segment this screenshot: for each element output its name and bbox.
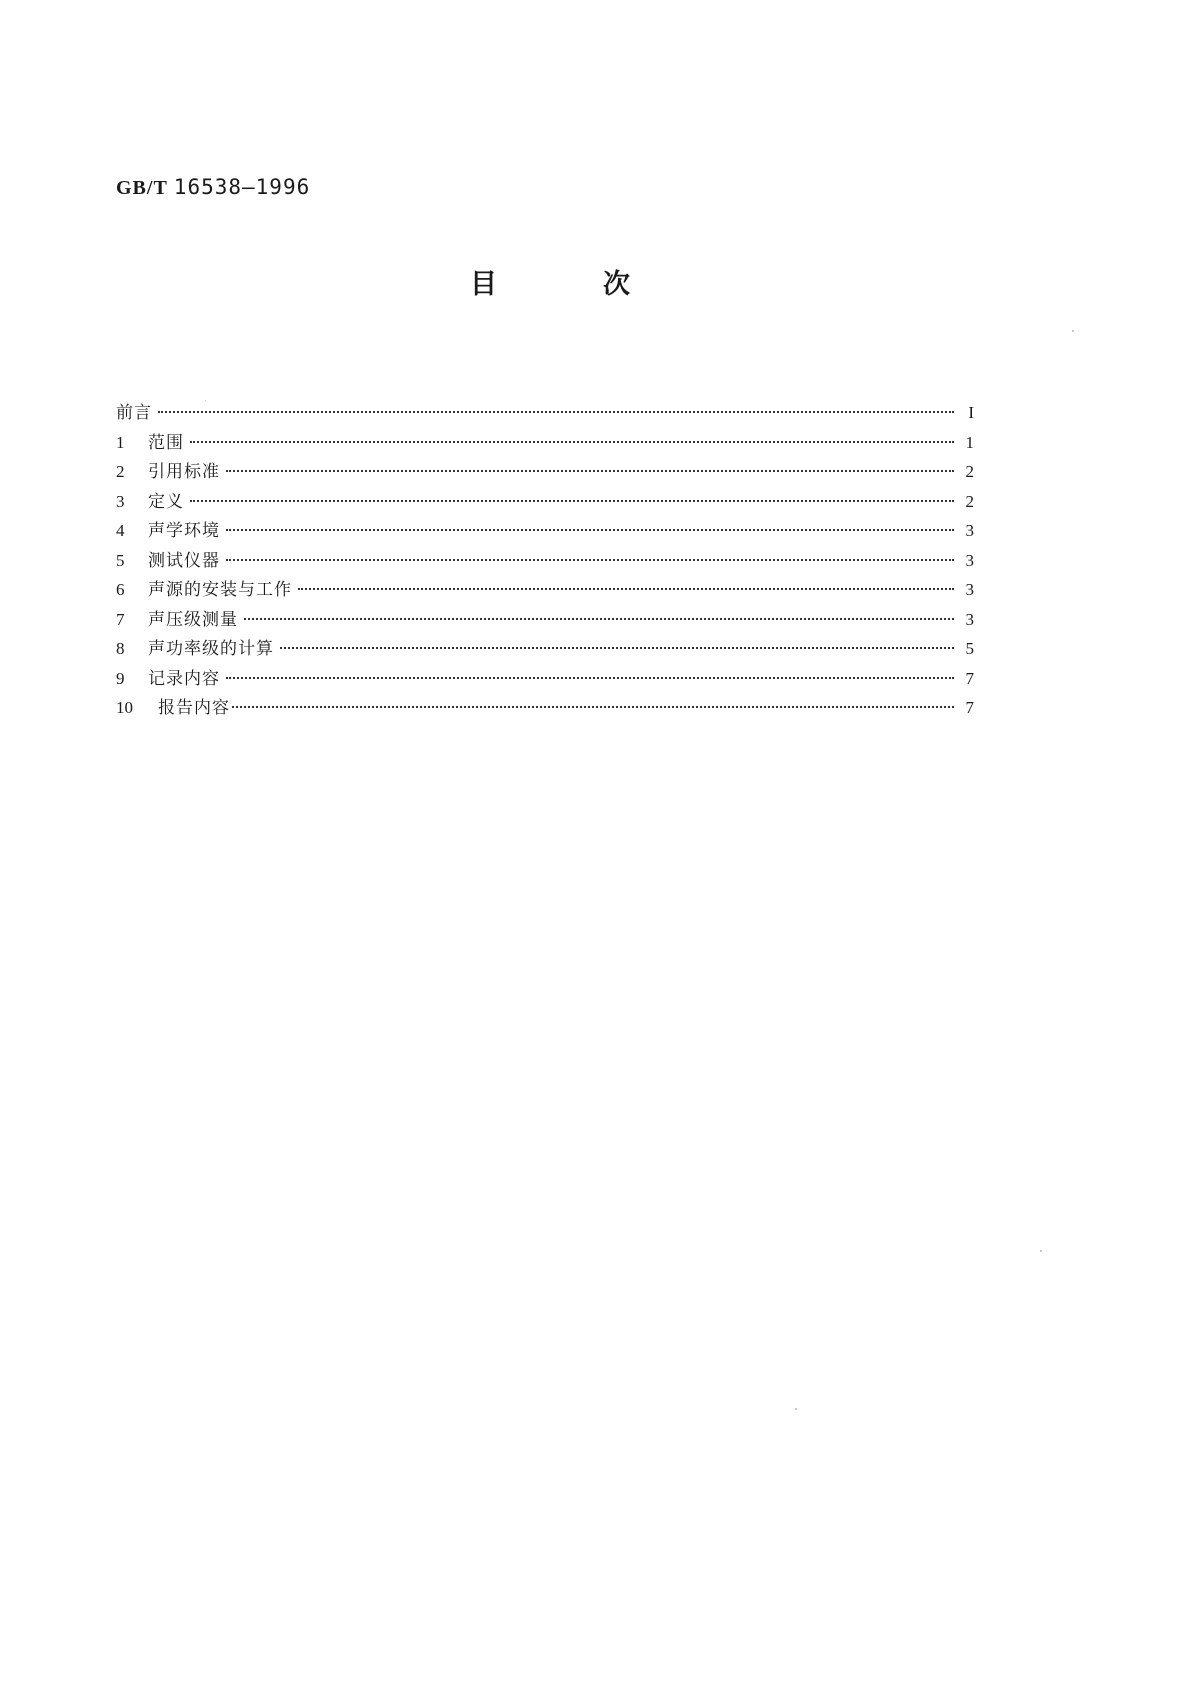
toc-entry-number: 2 (116, 462, 125, 481)
page-title (470, 262, 630, 301)
toc-entry-number: 5 (116, 550, 125, 570)
dot-leader (226, 559, 954, 561)
standard-number: 16538—1996 (173, 175, 311, 199)
toc-entry-number: 1 (116, 432, 125, 452)
toc-entry-label: 声压级测量 (148, 609, 238, 630)
toc-entry-label: 测试仪器 (148, 550, 220, 571)
toc-entry-page: 7 (965, 668, 974, 688)
toc-entry-page: 2 (965, 462, 974, 481)
toc-entry-number: 3 (116, 491, 125, 511)
toc-entry-foreword[interactable] (116, 398, 974, 428)
toc-entry-number: 9 (116, 668, 125, 688)
toc-entry-page: 5 (965, 639, 974, 658)
dot-leader (226, 529, 954, 531)
toc-entry-number: 8 (116, 639, 125, 658)
toc-entry-7[interactable] (116, 605, 974, 635)
toc-entry-10[interactable] (116, 693, 974, 723)
dot-leader (190, 500, 954, 502)
toc-entry-3[interactable] (116, 487, 974, 517)
dot-leader (232, 706, 954, 708)
toc-entry-page: 3 (965, 609, 974, 629)
toc-entry-6[interactable] (116, 575, 974, 605)
standard-code (116, 175, 310, 200)
dot-leader (298, 588, 954, 590)
toc-entry-page: 3 (965, 521, 974, 540)
toc-entry-number: 7 (116, 609, 125, 629)
toc-entry-page: 3 (965, 580, 974, 599)
toc-entry-label: 引用标准 (148, 462, 220, 482)
toc-entry-label: 报告内容 (158, 698, 230, 718)
toc-entry-4[interactable] (116, 516, 974, 546)
toc-entry-9[interactable] (116, 664, 974, 694)
toc-entry-number: 6 (116, 580, 125, 599)
dot-leader (158, 411, 954, 413)
toc-entry-number: 10 (116, 698, 133, 717)
toc-entry-label: 声功率级的计算 (148, 639, 274, 659)
toc-entry-5[interactable] (116, 546, 974, 576)
toc-entry-label: 记录内容 (148, 668, 220, 689)
scan-speck (1040, 1250, 1042, 1252)
standard-prefix: GB/T (116, 177, 168, 199)
toc-entry-page: 2 (965, 491, 974, 511)
scan-speck (1072, 330, 1074, 332)
toc-entry-label: 声源的安装与工作 (148, 580, 292, 600)
toc-entry-label: 定义 (148, 491, 184, 512)
dot-leader (226, 677, 954, 679)
toc-entry-page: 7 (965, 698, 974, 717)
toc-entry-8[interactable] (116, 634, 974, 664)
dot-leader (226, 470, 954, 472)
dot-leader (280, 647, 954, 649)
scan-speck (795, 1408, 797, 1410)
toc-entry-page: 3 (965, 550, 974, 570)
toc-entry-number: 4 (116, 521, 125, 540)
toc-entry-label: 范围 (148, 432, 184, 453)
dot-leader (190, 441, 954, 443)
toc-entry-1[interactable] (116, 428, 974, 458)
toc-entry-label: 前言 (116, 403, 152, 423)
toc-entry-page: 1 (965, 432, 974, 452)
title-char-1: 目 (470, 269, 497, 300)
toc-entry-page: I (968, 403, 974, 422)
toc-entry-2[interactable] (116, 457, 974, 487)
scan-speck (205, 400, 206, 401)
dot-leader (244, 618, 954, 620)
title-char-2: 次 (603, 269, 630, 300)
table-of-contents (116, 398, 974, 723)
toc-entry-label: 声学环境 (148, 521, 220, 541)
